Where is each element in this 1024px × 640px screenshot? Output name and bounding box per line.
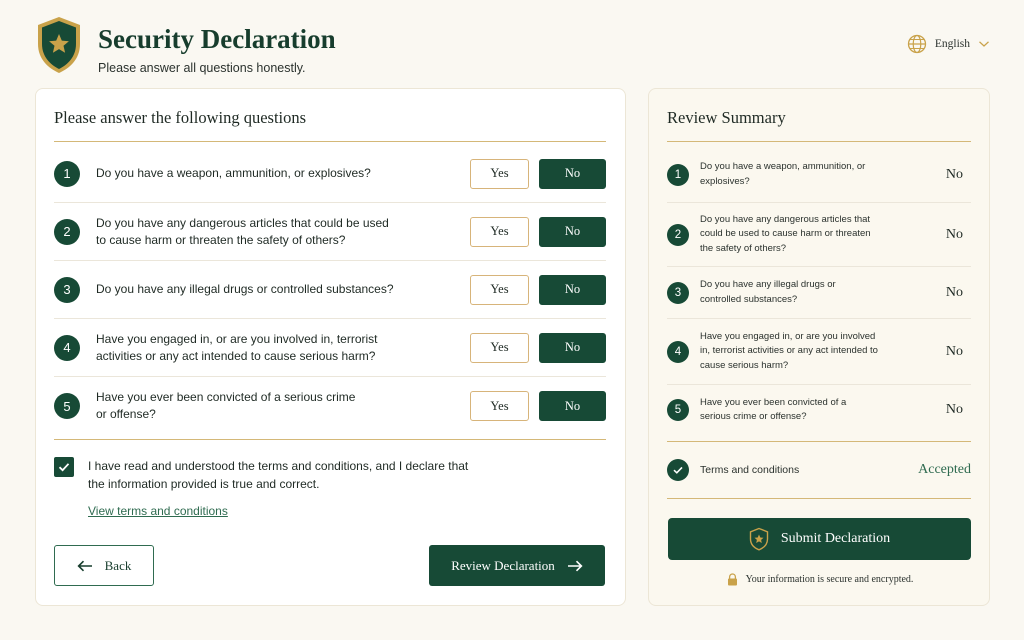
review-summary-card: [648, 88, 990, 606]
page-header: [36, 16, 996, 80]
summary-row: [667, 267, 971, 319]
summary-number: 1: [667, 164, 689, 186]
question-row: [54, 377, 606, 435]
language-selector[interactable]: [907, 34, 990, 54]
back-button-label: Back: [104, 557, 132, 573]
question-text: Do you have any dangerous articles that could be used to cause harm or threaten the safety of others?: [96, 215, 389, 247]
consent-text: I have read and understood the terms and conditions, and I declare that the information provided is true and correct.: [88, 459, 469, 491]
yes-button[interactable]: Yes: [470, 275, 529, 305]
no-button-selected[interactable]: No: [539, 217, 606, 247]
shield-star-logo: [36, 16, 82, 74]
terms-status: Accepted: [918, 462, 971, 477]
yes-button[interactable]: Yes: [470, 159, 529, 189]
summary-number: 2: [667, 224, 689, 246]
submit-declaration-button[interactable]: [668, 518, 971, 560]
shield-star-icon: [749, 527, 769, 551]
answer-options: [470, 275, 606, 305]
globe-icon: [907, 34, 927, 54]
no-button-selected[interactable]: No: [539, 333, 606, 363]
summary-row: [667, 147, 971, 203]
view-terms-link[interactable]: View terms and conditions: [88, 504, 228, 518]
questions-heading: Please answer the following questions: [54, 108, 307, 127]
answer-options: [470, 217, 606, 247]
question-number: 2: [54, 219, 80, 245]
question-number: 4: [54, 335, 80, 361]
review-button-label: Review Declaration: [451, 557, 555, 573]
no-button-selected[interactable]: No: [539, 275, 606, 305]
summary-answer: No: [945, 343, 963, 359]
summary-question: Do you have any dangerous articles that could be used to cause harm or threaten the safety of others?: [700, 213, 871, 254]
summary-question: Do you have a weapon, ammunition, or explosives?: [700, 161, 866, 187]
question-text: Do you have any illegal drugs or controlled substances?: [96, 282, 394, 296]
summary-number: 5: [667, 399, 689, 421]
no-button-selected[interactable]: No: [539, 391, 606, 421]
summary-number: 3: [667, 282, 689, 304]
answer-options: [470, 159, 606, 189]
question-row: [54, 319, 606, 377]
question-text: Have you engaged in, or are you involved in, terrorist activities or any act intended to cause serious harm?: [96, 331, 378, 363]
summary-number: 4: [667, 341, 689, 363]
questions-card: [35, 88, 626, 606]
terms-summary-row: [667, 449, 971, 491]
terms-summary-label: Terms and conditions: [700, 463, 800, 476]
chevron-down-icon: [978, 40, 990, 48]
no-button-selected[interactable]: No: [539, 159, 606, 189]
question-text: Have you ever been convicted of a serious crime or offense?: [96, 390, 356, 421]
question-text: Do you have a weapon, ammunition, or explosives?: [96, 166, 371, 180]
summary-question: Do you have any illegal drugs or controlled substances?: [700, 279, 836, 305]
submit-button-label: Submit Declaration: [780, 531, 891, 546]
summary-answer: No: [945, 226, 963, 242]
summary-divider: [667, 441, 971, 442]
summary-question: Have you ever been convicted of a serious crime or offense?: [700, 396, 847, 422]
page-subtitle: Please answer all questions honestly.: [98, 61, 306, 75]
arrow-left-icon: [77, 560, 93, 572]
question-number: 3: [54, 277, 80, 303]
summary-answer: No: [945, 402, 963, 417]
answer-options: [470, 333, 606, 363]
checkmark-icon: [57, 460, 71, 474]
summary-heading: Review Summary: [667, 108, 786, 127]
terms-divider: [667, 498, 971, 499]
yes-button[interactable]: Yes: [470, 217, 529, 247]
page-title: Security Declaration: [98, 24, 336, 54]
question-row: [54, 203, 606, 261]
summary-answer: No: [945, 166, 963, 182]
question-row: [54, 145, 606, 203]
secure-note-text: Your information is secure and encrypted.: [745, 574, 914, 585]
language-label: English: [934, 38, 970, 50]
heading-divider: [54, 141, 606, 142]
lock-icon: [727, 573, 738, 586]
arrow-right-icon: [567, 560, 583, 572]
back-button[interactable]: [54, 545, 154, 586]
questions-divider: [54, 439, 606, 440]
question-number: 1: [54, 161, 80, 187]
secure-note: [649, 573, 991, 586]
consent-checkbox[interactable]: [54, 457, 74, 477]
summary-row: [667, 385, 971, 435]
question-number: 5: [54, 393, 80, 419]
summary-heading-divider: [667, 141, 971, 142]
yes-button[interactable]: Yes: [470, 391, 529, 421]
check-circle-icon: [667, 459, 689, 481]
summary-row: [667, 203, 971, 267]
question-row: [54, 261, 606, 319]
answer-options: [470, 391, 606, 421]
yes-button[interactable]: Yes: [470, 333, 529, 363]
review-declaration-button[interactable]: [429, 545, 605, 586]
summary-question: Have you engaged in, or are you involved in, terrorist activities or any act intended to cause serious harm?: [700, 330, 878, 371]
summary-answer: No: [945, 284, 963, 300]
summary-row: [667, 319, 971, 385]
